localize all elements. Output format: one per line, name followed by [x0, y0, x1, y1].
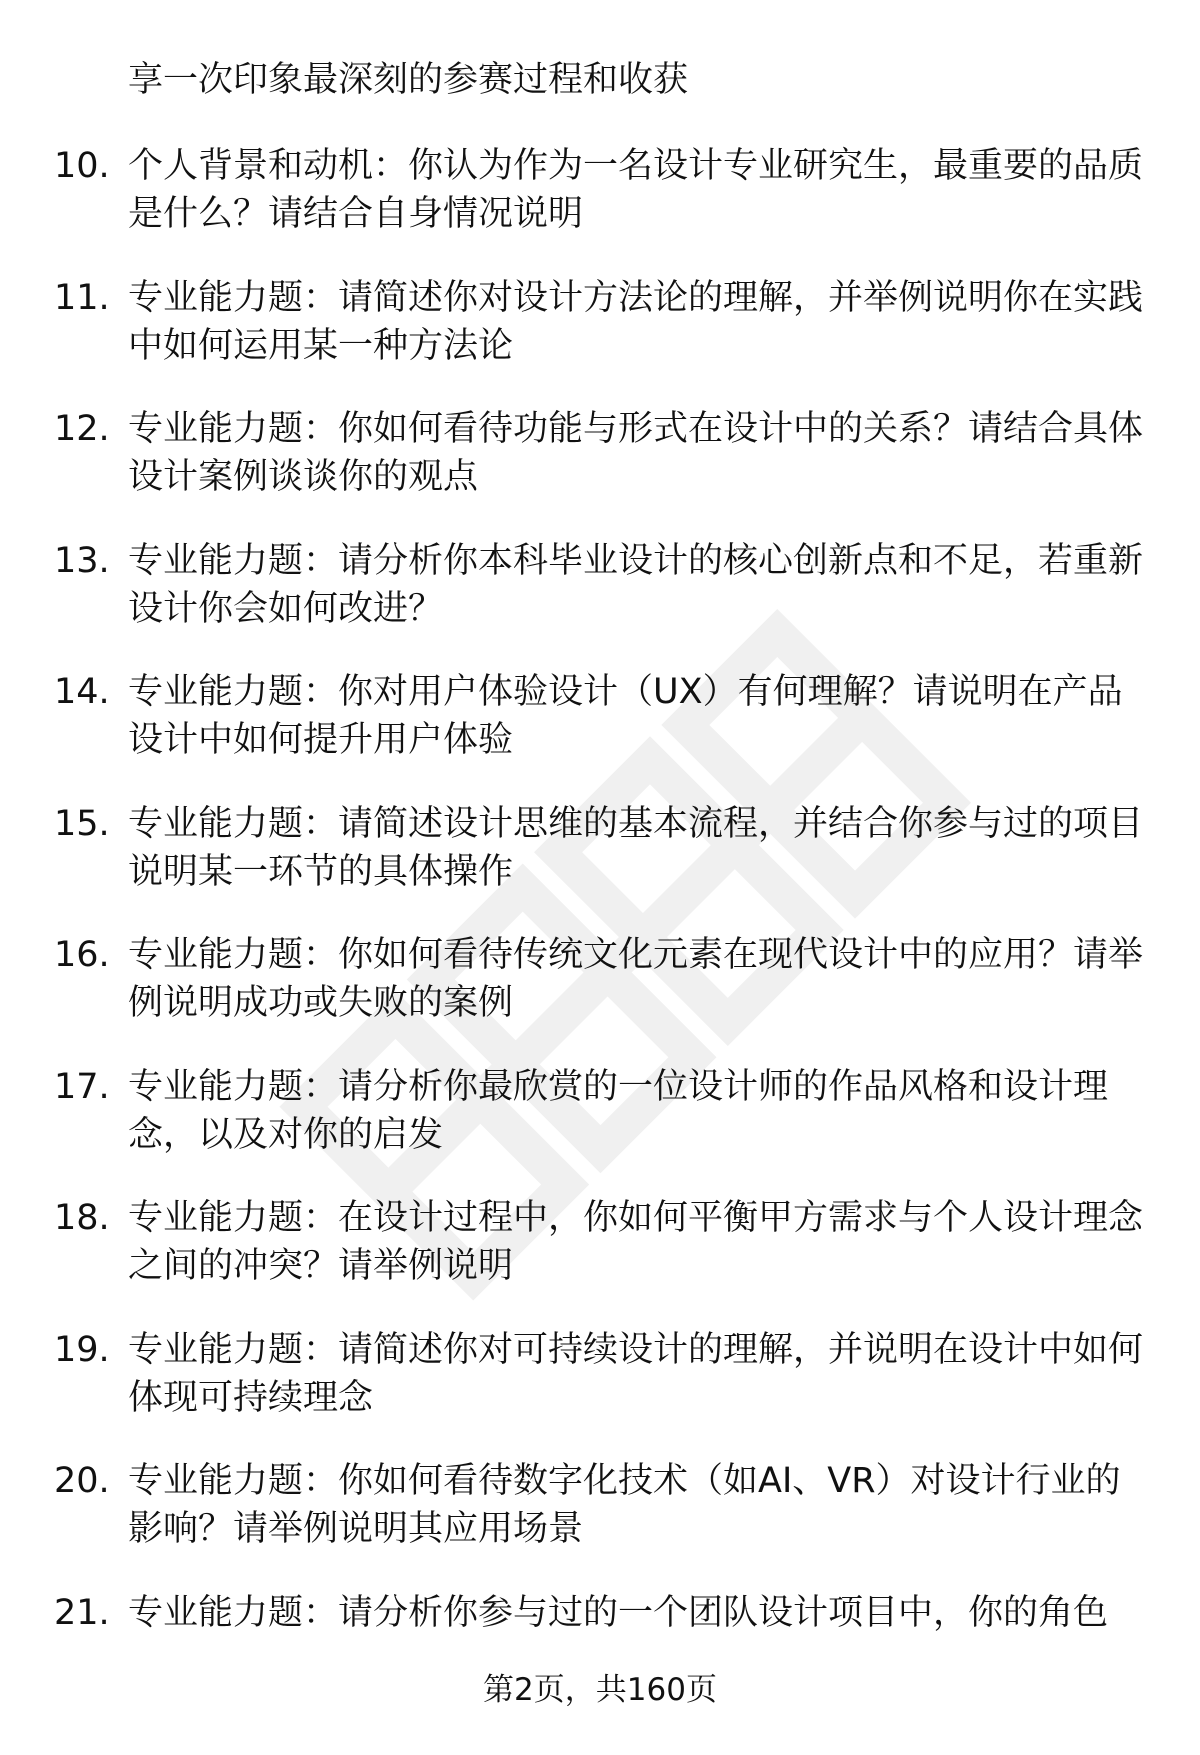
continuation-line: 享一次印象最深刻的参赛过程和收获 — [128, 60, 689, 100]
question-number: 20. — [54, 1461, 110, 1501]
question-text: 专业能力题：请分析你参与过的一个团队设计项目中，你的角色 — [128, 1592, 1109, 1633]
question-text: 专业能力题：请简述设计思维的基本流程，并结合你参与过的项目说明某一环节的具体操作 — [128, 803, 1144, 892]
question-text: 专业能力题：请简述你对设计方法论的理解，并举例说明你在实践中如何运用某一种方法论 — [128, 277, 1144, 366]
question-item — [0, 790, 1200, 922]
question-text: 专业能力题：你如何看待功能与形式在设计中的关系？请结合具体设计案例谈谈你的观点 — [128, 409, 1144, 497]
question-item — [0, 1184, 1200, 1316]
question-text: 专业能力题：你如何看待传统文化元素在现代设计中的应用？请举例说明成功或失败的案例 — [128, 935, 1144, 1023]
question-number: 16. — [54, 935, 110, 975]
question-text: 专业能力题：请简述你对可持续设计的理解，并说明在设计中如何体现可持续理念 — [128, 1329, 1144, 1418]
question-item — [0, 1053, 1200, 1185]
question-number: 11. — [54, 277, 110, 318]
question-item — [0, 1316, 1200, 1448]
question-item — [0, 921, 1200, 1053]
question-number: 13. — [54, 540, 110, 581]
question-number: 15. — [54, 803, 110, 844]
question-number: 19. — [54, 1329, 110, 1370]
question-number: 10. — [54, 146, 110, 186]
question-text: 个人背景和动机：你认为作为一名设计专业研究生，最重要的品质是什么？请结合自身情况说明 — [128, 146, 1144, 234]
question-number: 17. — [54, 1066, 110, 1107]
question-number: 18. — [54, 1198, 110, 1238]
question-list — [0, 132, 1200, 1710]
question-item — [0, 132, 1200, 264]
question-item — [0, 395, 1200, 527]
question-item — [0, 658, 1200, 790]
question-item — [0, 527, 1200, 659]
question-text: 专业能力题：你如何看待数字化技术（如AI、VR）对设计行业的影响？请举例说明其应用场景 — [128, 1461, 1121, 1549]
question-text: 专业能力题：在设计过程中，你如何平衡甲方需求与个人设计理念之间的冲突？请举例说明 — [128, 1198, 1144, 1286]
question-text: 专业能力题：你对用户体验设计（UX）有何理解？请说明在产品设计中如何提升用户体验 — [128, 672, 1123, 760]
page-footer: 第2页，共160页 — [483, 1672, 717, 1708]
question-number: 14. — [54, 672, 110, 712]
question-item — [0, 1447, 1200, 1579]
question-text: 专业能力题：请分析你本科毕业设计的核心创新点和不足，若重新设计你会如何改进？ — [128, 540, 1144, 629]
question-text: 专业能力题：请分析你最欣赏的一位设计师的作品风格和设计理念，以及对你的启发 — [128, 1066, 1109, 1155]
question-item — [0, 264, 1200, 396]
question-number: 12. — [54, 409, 110, 449]
question-number: 21. — [54, 1592, 110, 1633]
